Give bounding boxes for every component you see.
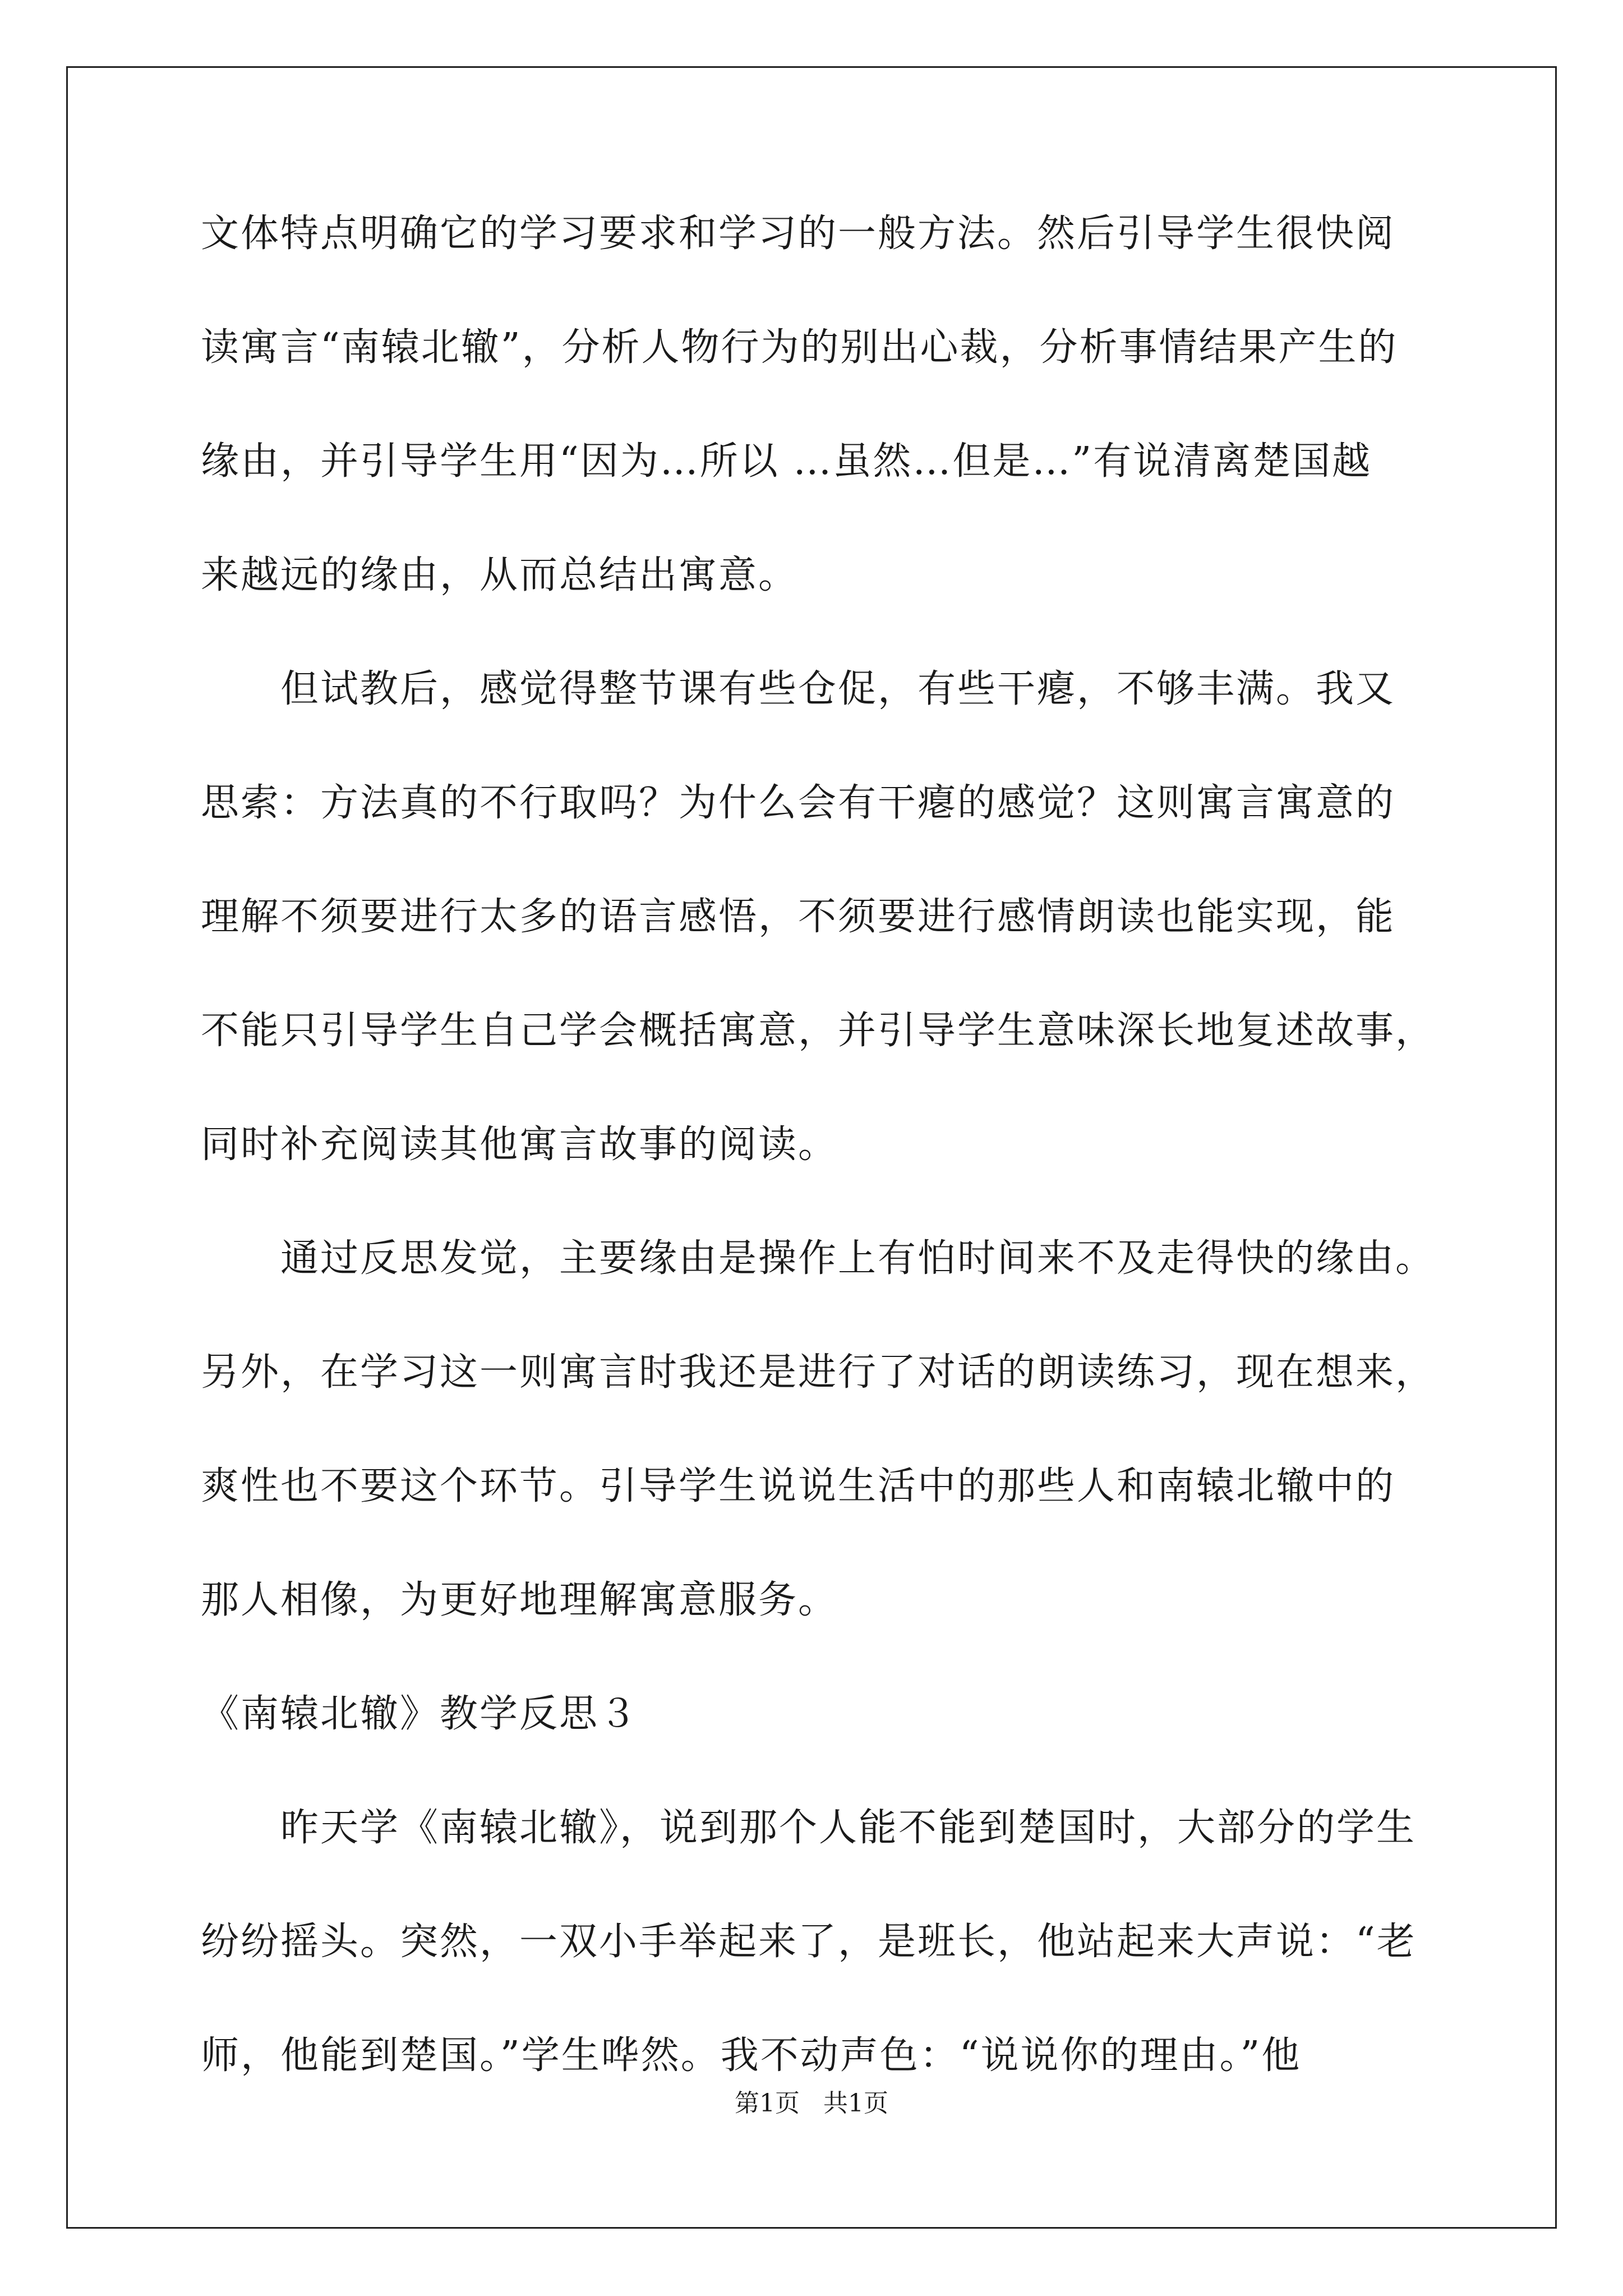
text-line: 爽性也不要这个环节。引导学生说说生活中的那些人和南辕北辙中的 xyxy=(201,1464,1396,1508)
section-heading: 《南辕北辙》教学反思３ xyxy=(201,1692,639,1736)
text-line: 来越远的缘由，从而总结出寓意。 xyxy=(201,553,799,597)
text-line: 师，他能到楚国。”学生哗然。我不动声色：“说说你的理由。”他 xyxy=(201,2033,1302,2078)
page-footer xyxy=(0,2087,1623,2120)
text-line: 纷纷摇头。突然，一双小手举起来了，是班长，他站起来大声说：“老 xyxy=(201,1920,1417,1964)
text-line: 通过反思发觉，主要缘由是操作上有怕时间来不及走得快的缘由。 xyxy=(280,1236,1436,1281)
paragraph-1 xyxy=(201,209,1423,601)
text-line: 缘由，并引导学生用“因为…所以 …虽然…但是…”有说清离楚国越 xyxy=(201,439,1372,484)
text-line: 另外，在学习这一则寓言时我还是进行了对话的朗读练习，现在想来， xyxy=(201,1350,1436,1395)
paragraph-3 xyxy=(201,1234,1436,1626)
page-total: 共1页 xyxy=(823,2089,888,2118)
text-line: 那人相像，为更好地理解寓意服务。 xyxy=(201,1578,838,1622)
paragraph-2 xyxy=(201,664,1436,1170)
text-line: 同时补充阅读其他寓言故事的阅读。 xyxy=(201,1122,838,1167)
page-number: 第1页 xyxy=(735,2089,800,2118)
paragraph-4 xyxy=(201,1803,1423,2081)
document-body xyxy=(201,209,1436,2081)
text-line: 理解不须要进行太多的语言感悟，不须要进行感情朗读也能实现，能 xyxy=(201,895,1396,939)
text-line: 读寓言“南辕北辙”，分析人物行为的别出心裁，分析事情结果产生的 xyxy=(201,325,1398,370)
text-line: 文体特点明确它的学习要求和学习的一般方法。然后引导学生很快阅 xyxy=(201,211,1396,256)
text-line: 思索：方法真的不行取吗？为什么会有干瘪的感觉？这则寓言寓意的 xyxy=(201,781,1396,825)
text-line: 不能只引导学生自己学会概括寓意，并引导学生意味深长地复述故事， xyxy=(201,1009,1436,1053)
text-line: 昨天学《南辕北辙》，说到那个人能不能到楚国时，大部分的学生 xyxy=(280,1806,1417,1850)
text-line: 但试教后，感觉得整节课有些仓促，有些干瘪，不够丰满。我又 xyxy=(280,667,1396,711)
